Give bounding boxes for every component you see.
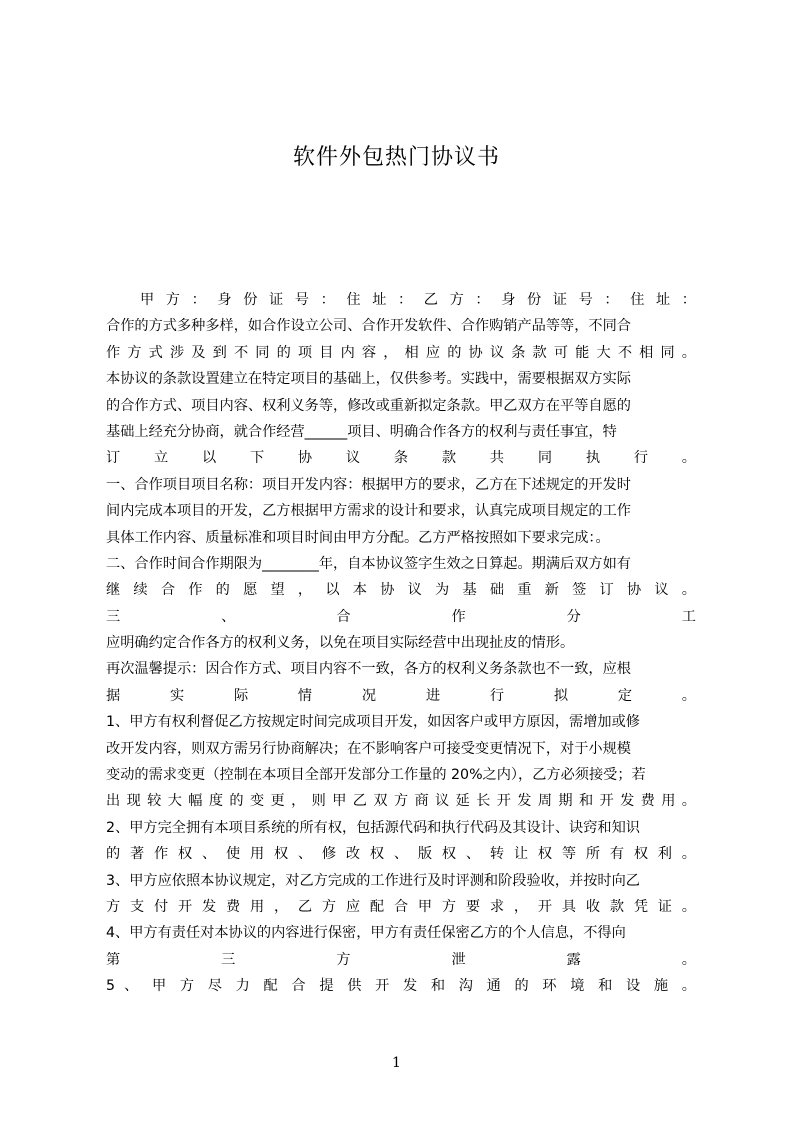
document-title: 软件外包热门协议书 — [292, 145, 500, 170]
page-number: 1 — [392, 1055, 401, 1071]
body-line-20: 出 现 较 大 幅 度 的 变 更 ， 则 甲 乙 双 方 商 议 延 长 开 发 周 期 和 开 发 费 用 。 — [106, 793, 696, 810]
body-line-18: 改开发内容，则双方需另行协商解决；在不影响客户可接受变更情况下，对于小规模 — [106, 740, 631, 757]
body-line-17: 1、甲方有权利督促乙方按规定时间完成项目开发，如因客户或甲方原因，需增加或修 — [106, 714, 640, 731]
body-line-12: 继 续 合 作 的 愿 望 ， 以 本 协 议 为 基 础 重 新 签 订 协 议 。 — [106, 582, 696, 599]
body-line-21: 2、甲方完全拥有本项目系统的所有权，包括源代码和执行代码及其设计、诀窍和知识 — [106, 819, 640, 836]
body-line-22: 的 著 作 权 、 使 用 权 、 修 改 权 、 版 权 、 转 让 权 等 所 有 权 利 。 — [106, 846, 696, 863]
body-line-9: 间内完成本项目的开发，乙方根据甲方需求的设计和要求，认真完成项目规定的工作 — [106, 503, 631, 520]
body-line-23: 3、甲方应依照本协议规定，对乙方完成的工作进行及时评测和阶段验收，并按时向乙 — [106, 872, 640, 889]
body-line-11: 二、合作时间合作期限为________年，自本协议签字生效之日算起。期满后双方如有 — [106, 555, 631, 572]
body-line-4: 本协议的条款设置建立在特定项目的基础上，仅供参考。实践中，需要根据双方实际 — [106, 371, 631, 388]
body-line-14: 应明确约定合作各方的权利义务，以免在项目实际经营中出现扯皮的情形。 — [106, 635, 575, 652]
body-line-25: 4、甲方有责任对本协议的内容进行保密，甲方有责任保密乙方的个人信息，不得向 — [106, 925, 626, 942]
body-line-5: 的合作方式、项目内容、权利义务等，修改或重新拟定条款。甲乙双方在平等自愿的 — [106, 397, 631, 414]
body-line-3: 作 方 式 涉 及 到 不 同 的 项 目 内 容 ， 相 应 的 协 议 条 款 可 能 大 不 相 同 。 — [106, 344, 696, 361]
body-line-2: 合作的方式多种多样，如合作设立公司、合作开发软件、合作购销产品等等，不同合 — [106, 318, 631, 335]
body-line-8: 一、合作项目项目名称：项目开发内容：根据甲方的要求，乙方在下述规定的开发时 — [106, 476, 631, 493]
body-line-1: 甲 方 ： 身 份 证 号 ： 住 址 ： 乙 方 ： 身 份 证 号 ： 住 址 ： — [140, 292, 696, 308]
body-line-10: 具体工作内容、质量标准和项目时间由甲方分配。乙方严格按照如下要求完成：。 — [106, 529, 610, 546]
body-line-19: 变动的需求变更（控制在本项目全部开发部分工作量的 20%之内），乙方必须接受；若 — [106, 767, 646, 784]
body-line-7: 订 立 以 下 协 议 条 款 共 同 执 行 。 — [106, 450, 696, 467]
document-body — [106, 287, 696, 1000]
body-line-16: 据 实 际 情 况 进 行 拟 定 。 — [106, 687, 696, 704]
body-line-15: 再次温馨提示：因合作方式、项目内容不一致，各方的权利义务条款也不一致，应根 — [106, 661, 631, 678]
body-line-24: 方 支 付 开 发 费 用 ， 乙 方 应 配 合 甲 方 要 求 ， 开 具 收 款 凭 证 。 — [106, 898, 696, 915]
body-line-13: 三 、 合 作 分 工 — [106, 608, 696, 625]
body-line-27: 5 、 甲 方 尽 力 配 合 提 供 开 发 和 沟 通 的 环 境 和 设 施 。 — [106, 978, 696, 995]
body-line-26: 第 三 方 泄 露 。 — [106, 951, 696, 968]
body-line-6: 基础上经充分协商，就合作经营______项目、明确合作各方的权利与责任事宜，特 — [106, 423, 617, 440]
